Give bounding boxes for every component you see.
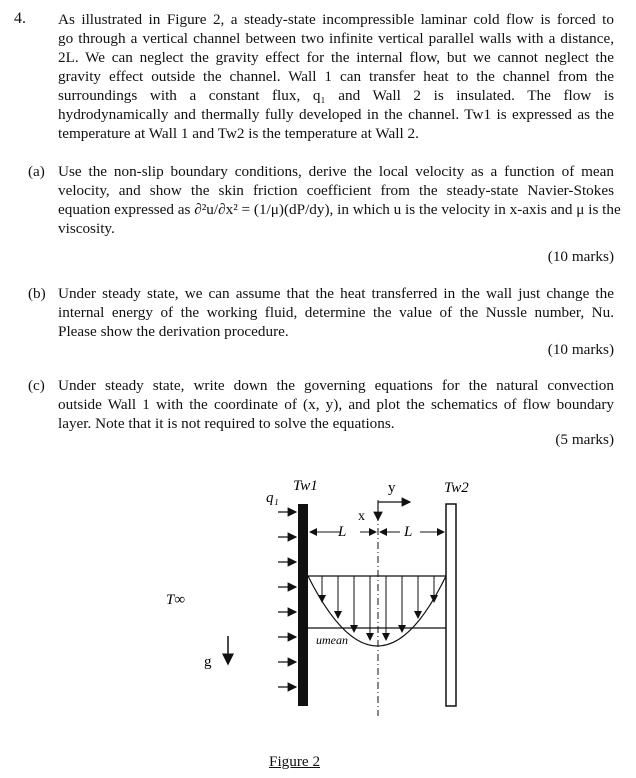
wall-2 xyxy=(446,504,456,706)
part-b-line: Please show the derivation procedure. xyxy=(58,323,289,340)
intro-line: go through a vertical channel between two infinite vertical parallel walls with a distance, xyxy=(58,30,614,47)
part-a-line: Use the non-slip boundary conditions, derive the local velocity as a function of mean xyxy=(58,163,614,180)
intro-line: As illustrated in Figure 2, a steady-state incompressible laminar cold flow is forced to xyxy=(58,11,614,28)
part-b-line: internal energy of the working fluid, determine the value of the Nussle number, Nu. xyxy=(58,304,614,321)
part-c-line: Under steady state, write down the governing equations for the natural convection xyxy=(58,377,614,394)
part-c-line: outside Wall 1 with the coordinate of (x, y), and plot the schematics of flow boundary xyxy=(58,396,614,413)
label-q1: q₁ xyxy=(266,490,279,506)
heat-flux-arrows xyxy=(278,512,296,687)
part-a-line: equation expressed as ∂²u/∂x² = (1/μ)(dP/dy), in which u is the velocity in x-axis and μ is the xyxy=(58,201,621,218)
intro-line: hydrodynamically and thermally fully developed in the channel. Tw1 is expressed as the xyxy=(58,106,614,123)
question-intro xyxy=(58,10,614,143)
question-number: 4. xyxy=(14,10,26,27)
part-c-line: layer. Note that it is not required to solve the equations. xyxy=(58,415,395,432)
figure-caption: Figure 2 xyxy=(269,753,321,770)
label-x: x xyxy=(358,509,365,524)
label-y: y xyxy=(388,480,396,496)
label-t-infinity: T∞ xyxy=(166,592,186,608)
intro-line: surroundings with a constant flux, q₁ and Wall 2 is insulated. The flow is xyxy=(58,87,614,104)
intro-line: gravity effect outside the channel. Wall 1 can transfer heat to the channel from the xyxy=(58,68,614,85)
label-tw1: Tw1 xyxy=(293,478,318,494)
wall-1 xyxy=(298,504,308,706)
part-a-line: velocity, and show the skin friction coefficient from the steady-state Navier-Stokes xyxy=(58,182,614,199)
label-L-right: L xyxy=(404,524,413,540)
part-c-marks: (5 marks) xyxy=(555,431,614,448)
intro-line: 2L. We can neglect the gravity effect for the internal flow, but we cannot neglect the xyxy=(58,49,614,66)
part-a-line: viscosity. xyxy=(58,220,115,237)
intro-line: temperature at Wall 1 and Tw2 is the temperature at Wall 2. xyxy=(58,125,419,142)
part-c-label: (c) xyxy=(28,377,45,394)
part-b xyxy=(28,284,614,341)
part-c xyxy=(28,376,614,433)
label-g: g xyxy=(204,654,212,670)
part-a-label: (a) xyxy=(28,163,45,180)
part-b-label: (b) xyxy=(28,285,46,302)
part-b-marks: (10 marks) xyxy=(547,341,614,358)
part-a-marks: (10 marks) xyxy=(547,248,614,265)
part-a xyxy=(28,162,621,238)
label-L-left: L xyxy=(338,524,347,540)
figure-2-diagram xyxy=(0,460,636,778)
part-b-line: Under steady state, we can assume that the heat transferred in the wall just change the xyxy=(58,285,614,302)
label-u-mean: umean xyxy=(316,633,348,647)
label-tw2: Tw2 xyxy=(444,480,469,496)
